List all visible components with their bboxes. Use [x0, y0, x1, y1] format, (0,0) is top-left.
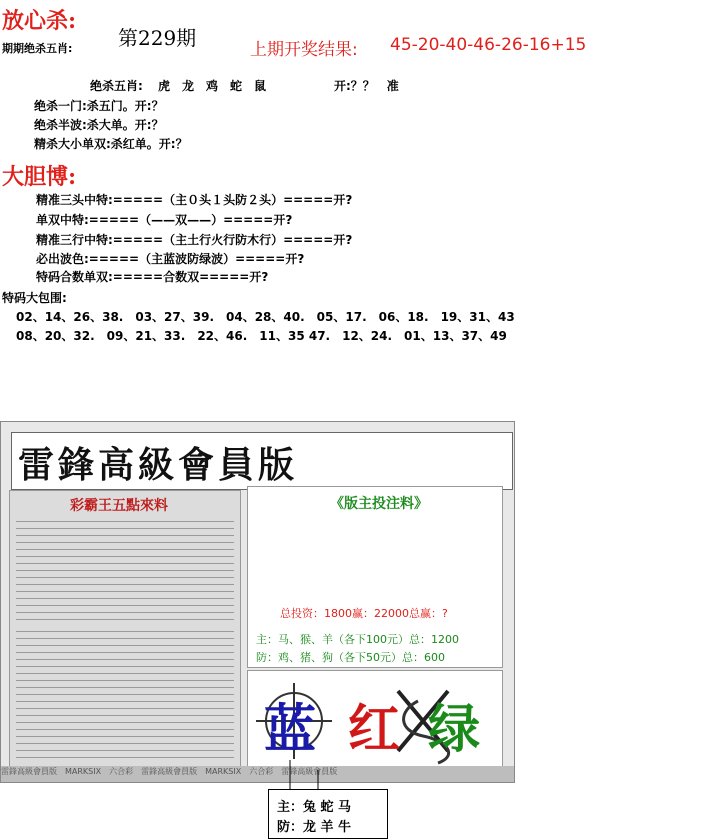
last-result-value: 45-20-40-46-26-16+15: [390, 35, 587, 55]
bold-row: 精准三行中特:=====（主土行火行防木行）=====开?: [36, 233, 353, 247]
poster-left-heading: 彩霸王五點來料: [70, 498, 168, 514]
poster-image: [0, 421, 515, 783]
kill-five-label: 绝杀五肖:: [90, 79, 143, 93]
blue-character: 蓝: [264, 699, 317, 760]
poster-right-panel: [247, 486, 503, 668]
final-picks-box: [268, 789, 388, 839]
bold-row: 特码合数单双:=====合数双=====开?: [36, 270, 269, 284]
final-backup-picks: 防：龙 羊 牛: [277, 820, 352, 835]
backup-picks-line: 防：鸡、猪、狗（各下50元）总：600: [256, 651, 445, 664]
stake-line: 总投资：1800赢：22000总赢：?: [280, 607, 448, 620]
blurred-text-block: [16, 521, 234, 621]
sub-label: 期期绝杀五肖:: [2, 42, 73, 55]
poster-right-heading: 《版主投注料》: [330, 496, 428, 512]
main-picks-line: 主：马、猴、羊（各下100元）总：1200: [256, 633, 459, 646]
bold-row: 单双中特:=====（——双——）=====开?: [36, 213, 293, 227]
brand-title: 放心杀:: [2, 8, 77, 34]
kill-size-parity: 精杀大小单双:杀红单。开:？: [34, 137, 188, 151]
kill-five-items: 虎 龙 鸡 蛇 鼠: [158, 79, 267, 93]
issue-number: 第229期: [118, 26, 197, 50]
red-character: 红: [348, 699, 401, 760]
color-wave-panel: [247, 670, 503, 772]
kill-five-status: 开:？？ 准: [334, 79, 399, 93]
last-result-label: 上期开奖结果:: [250, 40, 358, 60]
blurred-text-block: [16, 631, 234, 761]
poster-footer-strip: 雷鋒高級會員版 MARKSIX 六合彩 雷鋒高級會員版 MARKSIX 六合彩 雷鋒高級會員版: [1, 766, 514, 782]
kill-door: 绝杀一门:杀五门。开:？: [34, 99, 164, 113]
bold-row: 精准三头中特:=====（主０头１头防２头）=====开?: [36, 193, 353, 207]
final-main-picks: 主：兔 蛇 马: [277, 800, 352, 815]
package-row: 08、20、32. 09、21、33. 22、46. 11、35 47. 12、24. 01、13、37、49: [16, 329, 507, 343]
poster-header: [11, 432, 513, 490]
green-character: 绿: [428, 699, 481, 760]
poster-left-panel: [9, 490, 241, 772]
package-row: 02、14、26、38. 03、27、39. 04、28、40. 05、17. 06、18. 19、31、43: [16, 310, 515, 324]
bold-row: 必出波色:=====（主蓝波防绿波）=====开?: [36, 252, 305, 266]
package-title: 特码大包围:: [2, 291, 67, 305]
poster-title: 雷鋒高級會員版: [18, 444, 299, 486]
kill-half-wave: 绝杀半波:杀大单。开:？: [34, 118, 164, 132]
bold-section-title: 大胆博:: [2, 164, 77, 190]
